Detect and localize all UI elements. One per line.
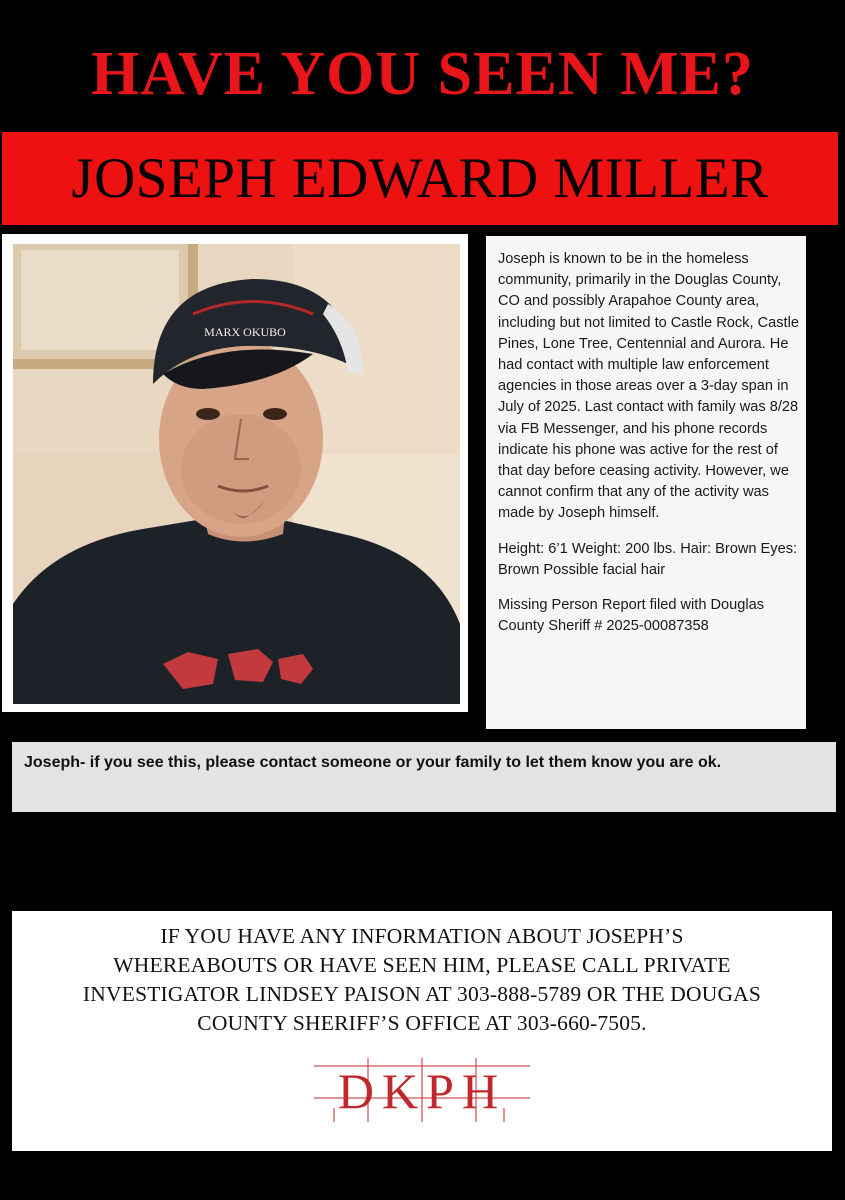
- name-banner: [2, 132, 838, 225]
- contact-line: WHEREABOUTS OR HAVE SEEN HIM, PLEASE CALL PRIVATE: [113, 953, 731, 977]
- description-paragraph: Height: 6’1 Weight: 200 lbs. Hair: Brown Eyes: Brown Possible facial hair: [498, 540, 798, 578]
- logo-text: DKPH: [337, 1063, 507, 1119]
- photo-frame: [2, 234, 468, 712]
- headline: HAVE YOU SEEN ME?: [91, 40, 754, 108]
- contact-line: INVESTIGATOR LINDSEY PAISON AT 303-888-5789 OR THE DOUGAS: [82, 982, 762, 1006]
- missing-person-name: JOSEPH EDWARD MILLER: [71, 147, 769, 210]
- missing-person-photo: [13, 244, 460, 704]
- details-paragraph: Joseph is known to be in the homeless community, primarily in the Douglas County, CO and possibly Arapahoe County area, including but not limited to Castle Rock, Castle Pines, Lone Tree, Centennial and Aurora. He had contact with multiple law enforcement agencies in those areas over a 3-day span in July of 2025. Last contact with family was 8/28 via FB Messenger, and his phone records indicate his phone was active for the rest of that day before ceasing activity. However, we cannot confirm that any of the activity was made by Joseph himself.: [498, 251, 799, 522]
- contact-text: [12, 922, 832, 1038]
- appeal-message: Joseph- if you see this, please contact someone or your family to let them know you are ok.: [12, 742, 836, 812]
- report-paragraph: Missing Person Report filed with Douglas County Sheriff # 2025-00087358: [498, 597, 765, 635]
- dkph-logo: [314, 1058, 530, 1122]
- contact-line: IF YOU HAVE ANY INFORMATION ABOUT JOSEPH’S: [160, 924, 684, 948]
- contact-box: [12, 911, 832, 1151]
- cap-logo: MARX OKUBO: [204, 325, 286, 339]
- contact-line: COUNTY SHERIFF’S OFFICE AT 303-660-7505.: [197, 1011, 647, 1035]
- portrait-illustration: [13, 244, 460, 704]
- details-box: [486, 236, 806, 729]
